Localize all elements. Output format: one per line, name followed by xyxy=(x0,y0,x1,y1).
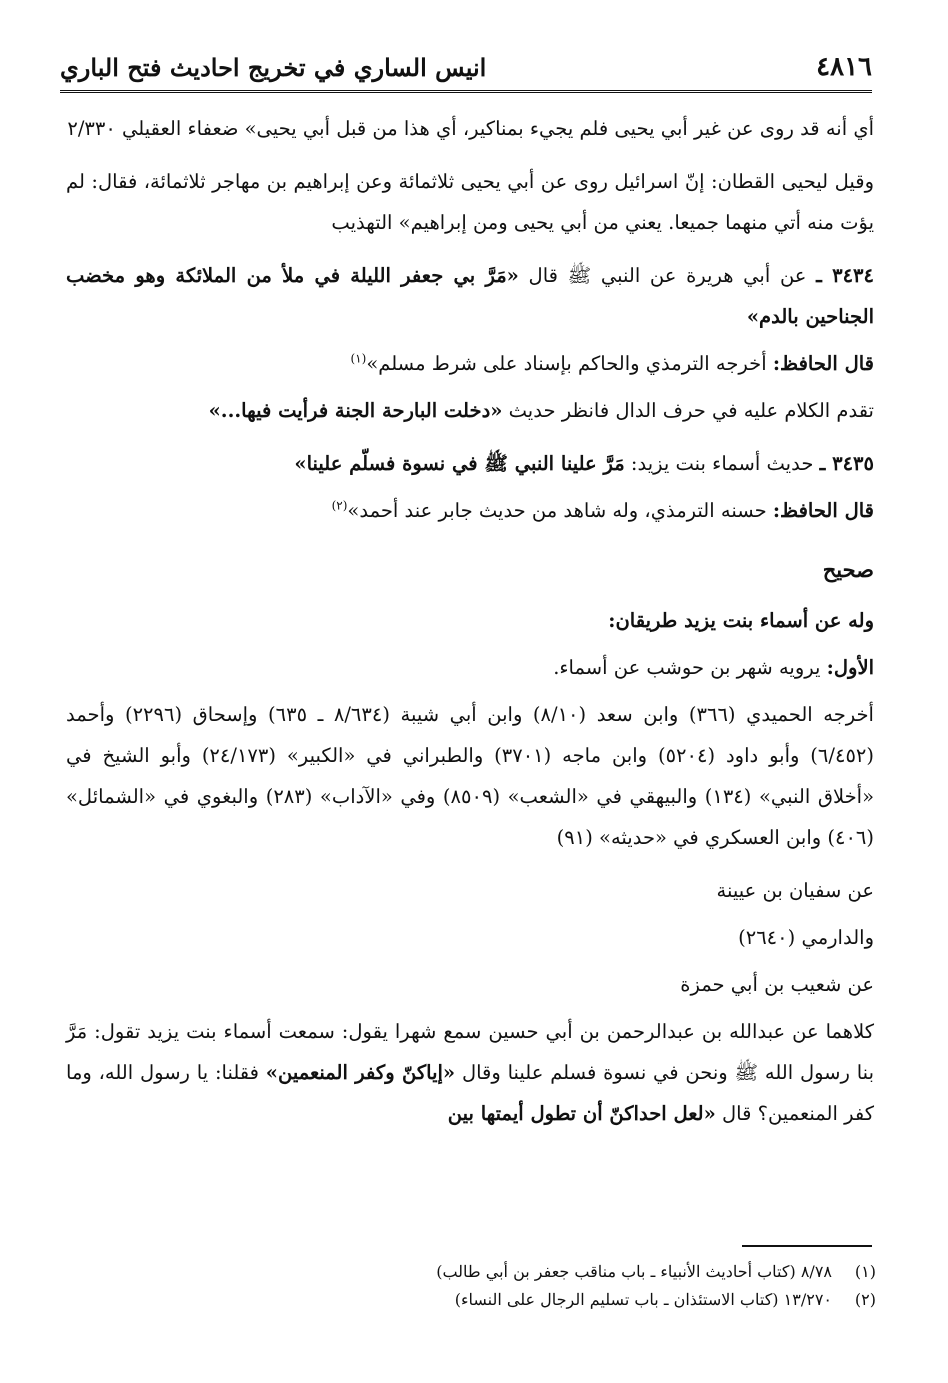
routes-heading xyxy=(66,600,874,641)
hafiz-text: حسنه الترمذي، وله شاهد من حديث جابر عند أحمد» xyxy=(347,499,767,522)
footnote xyxy=(76,1258,876,1286)
running-header xyxy=(60,44,872,93)
paragraph-qattan: وقيل ليحيى القطان: إنّ اسرائيل روى عن أبي يحيى ثلاثمائة وعن إبراهيم بن مهاجر ثلاثمائة، فقال: لم يؤت منه أتي منهما جميعا. يعني من أبي يحيى ومن إبراهيم» التهذيب xyxy=(66,170,874,234)
hadith-intro: عن أبي هريرة عن النبي ﷺ قال xyxy=(528,264,807,287)
first-route-label: الأول: xyxy=(826,656,874,679)
footnote-ref-2: (٢) xyxy=(331,498,348,513)
hafiz-text: أخرجه الترمذي والحاكم بإسناد على شرط مسلم» xyxy=(366,352,767,375)
paragraph-kilahuma xyxy=(66,1011,874,1134)
hadith-intro: حديث أسماء بنت يزيد: xyxy=(630,452,814,475)
grading-heading: صحيح xyxy=(822,557,874,582)
footnote xyxy=(76,1286,876,1314)
hadith-text: «مَرَّ بي جعفر الليلة في ملأ من الملائكة وهو مخضب الجناحين بالدم» xyxy=(66,264,874,328)
hadith-text: مَرَّ علينا النبي ﷺ في نسوة فسلّم علينا» xyxy=(294,452,625,475)
hadith-3434 xyxy=(66,255,874,337)
hadith-number: ٣٤٣٥ ـ xyxy=(819,452,874,475)
chain-shuayb: عن شعيب بن أبي حمزة xyxy=(680,973,874,996)
first-route xyxy=(66,647,874,688)
hadith-3435 xyxy=(66,443,874,484)
hafiz-note-1 xyxy=(66,343,874,384)
footnote-number: (٢) xyxy=(854,1290,876,1309)
footnote-text: ٨/٧٨ (كتاب أحاديث الأنبياء ـ باب مناقب جعفر بن أبي طالب) xyxy=(436,1262,832,1281)
paragraph-continuation: أي أنه قد روى عن غير أبي يحيى فلم يجيء بمناكير، أي هذا من قبل أبي يحيى» ضعفاء العقيلي ٢/٣٣٠ xyxy=(67,117,874,140)
cross-reference-hadith: «دخلت البارحة الجنة فرأيت فيها...» xyxy=(208,399,503,422)
footnote-ref-1: (١) xyxy=(350,351,367,366)
main-text xyxy=(66,108,874,1146)
chain-darimi: والدارمي (٢٦٤٠) xyxy=(738,926,874,949)
chain-sufyan: عن سفيان بن عيينة xyxy=(716,879,874,902)
hafiz-label: قال الحافظ: xyxy=(772,499,874,522)
footnote-text: ١٣/٢٧٠ (كتاب الاستئذان ـ باب تسليم الرجال على النساء) xyxy=(454,1290,832,1309)
footnote-number: (١) xyxy=(854,1262,876,1281)
footnotes xyxy=(76,1258,876,1314)
book-title: انيس الساري في تخريج احاديث فتح الباري xyxy=(60,52,487,82)
kilahuma-middle: فقلنا: يا رسول الله، وما كفر المنعمين؟ قال xyxy=(66,1061,874,1125)
page-number: ٤٨١٦ xyxy=(816,52,872,82)
kilahuma-quote-1: «إياكنّ وكفر المنعمين» xyxy=(265,1061,456,1084)
hafiz-label: قال الحافظ: xyxy=(772,352,874,375)
hafiz-note-2 xyxy=(66,490,874,531)
kilahuma-text: كلاهما عن عبدالله بن عبدالرحمن بن أبي حسين سمع شهرا يقول: سمعت أسماء بنت يزيد تقول: مَرَّ بنا رسول الله ﷺ ونحن في نسوة فسلم علينا وقال xyxy=(66,1020,874,1084)
cross-reference-text: تقدم الكلام عليه في حرف الدال فانظر حديث xyxy=(508,399,874,422)
hadith-number: ٣٤٣٤ ـ xyxy=(816,264,874,287)
first-route-text: يرويه شهر بن حوشب عن أسماء. xyxy=(553,656,821,679)
kilahuma-quote-2: «لعل احداكنّ أن تطول أيمتها بين xyxy=(447,1102,716,1125)
footnote-divider xyxy=(742,1245,872,1247)
routes-heading-text: وله عن أسماء بنت يزيد طريقان: xyxy=(608,609,874,632)
cross-reference xyxy=(66,390,874,431)
takhrij-paragraph: أخرجه الحميدي (٣٦٦) وابن سعد (٨/١٠) وابن أبي شيبة (٨/٦٣٤ ـ ٦٣٥) وإسحاق (٢٢٩٦) وأحمد (٦/٤٥٢) وأبو داود (٥٢٠٤) وابن ماجه (٣٧٠١) والطبراني في «الكبير» (٢٤/١٧٣) وأبو الشيخ في «أخلاق النبي» (١٣٤) والبيهقي في «الشعب» (٨٥٠٩) وفي «الآداب» (٢٨٣) والبغوي في «الشمائل» (٤٠٦) وابن العسكري في «حديثه» (٩١) xyxy=(66,703,874,849)
